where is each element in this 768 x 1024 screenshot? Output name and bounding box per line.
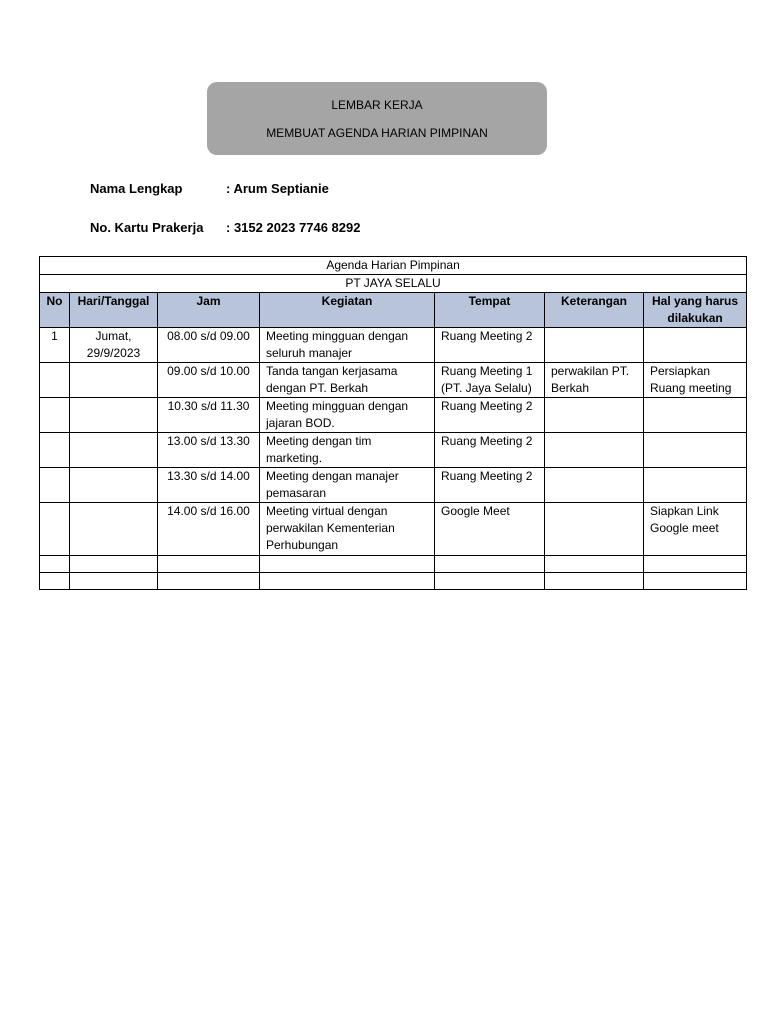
table-cell [70, 556, 158, 573]
table-cell: perwakilan PT. Berkah [545, 363, 644, 398]
table-cell [435, 556, 545, 573]
table-cell [70, 573, 158, 590]
table-cell [545, 328, 644, 363]
table-cell [644, 573, 747, 590]
card-row [90, 220, 360, 235]
table-cell [70, 503, 158, 556]
col-header: Jam [158, 293, 260, 328]
table-cell: Ruang Meeting 2 [435, 328, 545, 363]
table-cell [70, 398, 158, 433]
table-cell [545, 398, 644, 433]
table-cell [40, 398, 70, 433]
card-label: No. Kartu Prakerja [90, 220, 204, 235]
table-cell: Ruang Meeting 2 [435, 433, 545, 468]
col-header: Hal yang harus dilakukan [644, 293, 747, 328]
table-cell: Google Meet [435, 503, 545, 556]
table-cell: 09.00 s/d 10.00 [158, 363, 260, 398]
table-cell: Meeting mingguan dengan jajaran BOD. [260, 398, 435, 433]
table-cell [40, 573, 70, 590]
name-value: : Arum Septianie [226, 181, 329, 196]
table-cell [260, 556, 435, 573]
table-cell [260, 573, 435, 590]
table-cell: Ruang Meeting 1 (PT. Jaya Selalu) [435, 363, 545, 398]
table-cell: 14.00 s/d 16.00 [158, 503, 260, 556]
table-cell: 08.00 s/d 09.00 [158, 328, 260, 363]
table-row [40, 573, 747, 590]
name-label: Nama Lengkap [90, 181, 183, 196]
col-header: Kegiatan [260, 293, 435, 328]
table-row [40, 468, 747, 503]
table-row [40, 328, 747, 363]
col-header: Tempat [435, 293, 545, 328]
table-cell [40, 556, 70, 573]
table-cell: 13.30 s/d 14.00 [158, 468, 260, 503]
table-cell [644, 556, 747, 573]
worksheet-title-box [207, 82, 547, 155]
table-row [40, 398, 747, 433]
table-company: PT JAYA SELALU [40, 275, 747, 293]
worksheet-subtitle: MEMBUAT AGENDA HARIAN PIMPINAN [266, 125, 488, 140]
table-cell [644, 433, 747, 468]
table-cell: Meeting mingguan dengan seluruh manajer [260, 328, 435, 363]
table-cell [545, 556, 644, 573]
table-cell [644, 468, 747, 503]
table-cell [545, 503, 644, 556]
table-row [40, 503, 747, 556]
table-cell: Siapkan Link Google meet [644, 503, 747, 556]
table-cell [644, 328, 747, 363]
table-row [40, 433, 747, 468]
table-cell: 10.30 s/d 11.30 [158, 398, 260, 433]
table-cell [40, 503, 70, 556]
table-cell: 1 [40, 328, 70, 363]
table-cell [435, 573, 545, 590]
table-cell [545, 573, 644, 590]
table-cell: Meeting dengan tim marketing. [260, 433, 435, 468]
table-cell [70, 468, 158, 503]
table-cell [70, 363, 158, 398]
table-cell: Meeting dengan manajer pemasaran [260, 468, 435, 503]
table-cell: Tanda tangan kerjasama dengan PT. Berkah [260, 363, 435, 398]
table-cell: Ruang Meeting 2 [435, 398, 545, 433]
col-header: Keterangan [545, 293, 644, 328]
table-row [40, 556, 747, 573]
agenda-table [39, 256, 747, 590]
table-cell [40, 363, 70, 398]
table-cell [545, 433, 644, 468]
table-cell [40, 468, 70, 503]
col-header: No [40, 293, 70, 328]
table-cell: Ruang Meeting 2 [435, 468, 545, 503]
col-header: Hari/Tanggal [70, 293, 158, 328]
table-cell [545, 468, 644, 503]
table-cell: Persiapkan Ruang meeting [644, 363, 747, 398]
table-cell [158, 573, 260, 590]
table-cell [70, 433, 158, 468]
table-cell [644, 398, 747, 433]
name-row [90, 181, 329, 196]
table-row [40, 363, 747, 398]
table-cell: Meeting virtual dengan perwakilan Kementerian Perhubungan [260, 503, 435, 556]
table-cell: 13.00 s/d 13.30 [158, 433, 260, 468]
table-header-row [40, 293, 747, 328]
table-cell [158, 556, 260, 573]
table-cell: Jumat, 29/9/2023 [70, 328, 158, 363]
table-cell [40, 433, 70, 468]
table-title: Agenda Harian Pimpinan [40, 257, 747, 275]
worksheet-title: LEMBAR KERJA [331, 97, 423, 112]
card-value: : 3152 2023 7746 8292 [226, 220, 361, 235]
